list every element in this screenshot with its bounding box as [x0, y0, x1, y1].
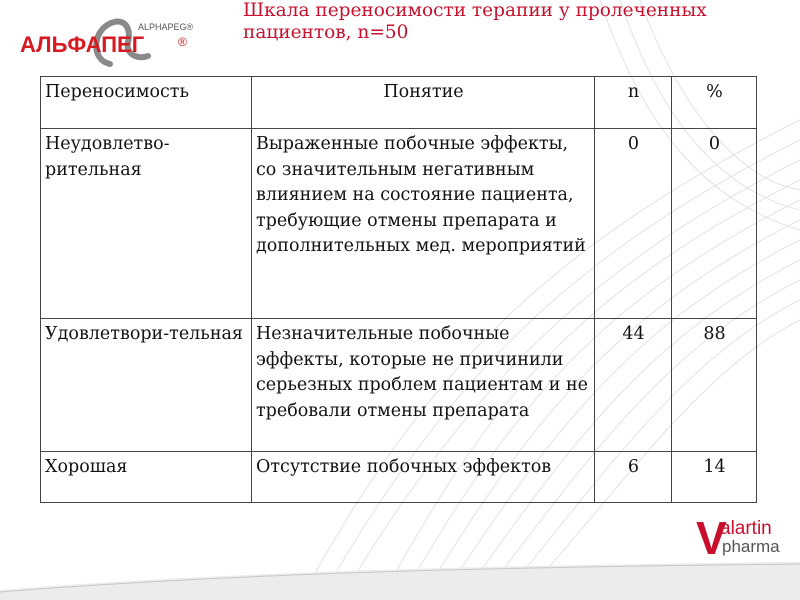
slide-title: Шкала переносимости терапии у пролеченных пациентов, n=50 — [243, 0, 707, 43]
header-percent: % — [672, 77, 757, 129]
valartin-v-letter: V — [696, 512, 727, 562]
header-tolerance: Переносимость — [41, 77, 252, 129]
valartin-pharma-text: pharma — [722, 537, 780, 556]
cell-percent: 0 — [672, 129, 757, 319]
cell-concept: Выраженные побочные эффекты, со значительным негативным влиянием на состояние пациента, требующие отмены препарата и дополнительных мед. мероприятий — [252, 129, 595, 319]
valartin-text: alartin — [720, 518, 772, 539]
cell-concept: Отсутствие побочных эффектов — [252, 452, 595, 503]
cell-n: 0 — [595, 129, 672, 319]
alfapeg-logo — [14, 10, 214, 72]
alfapeg-reg-mark: ® — [178, 35, 187, 49]
alfapeg-wordmark: АЛЬФАПЕГ — [20, 32, 145, 57]
table-row — [41, 452, 757, 503]
header-concept: Понятие — [252, 77, 595, 129]
cell-tolerance: Хорошая — [41, 452, 252, 503]
table-header-row — [41, 77, 757, 129]
cell-concept: Незначительные побочные эффекты, которые не причинили серьезных проблем пациентам и не требовали отмены препарата — [252, 319, 595, 452]
cell-percent: 14 — [672, 452, 757, 503]
alfapeg-small-text: ALPHAPEG® — [138, 22, 194, 32]
table-row — [41, 319, 757, 452]
cell-n: 44 — [595, 319, 672, 452]
cell-percent: 88 — [672, 319, 757, 452]
tolerance-table — [40, 76, 757, 503]
header-n: n — [595, 77, 672, 129]
cell-tolerance: Неудовлетво-рительная — [41, 129, 252, 319]
cell-tolerance: Удовлетвори-тельная — [41, 319, 252, 452]
valartin-pharma-logo — [690, 512, 800, 562]
table-row — [41, 129, 757, 319]
bottom-decoration — [0, 560, 800, 600]
cell-n: 6 — [595, 452, 672, 503]
